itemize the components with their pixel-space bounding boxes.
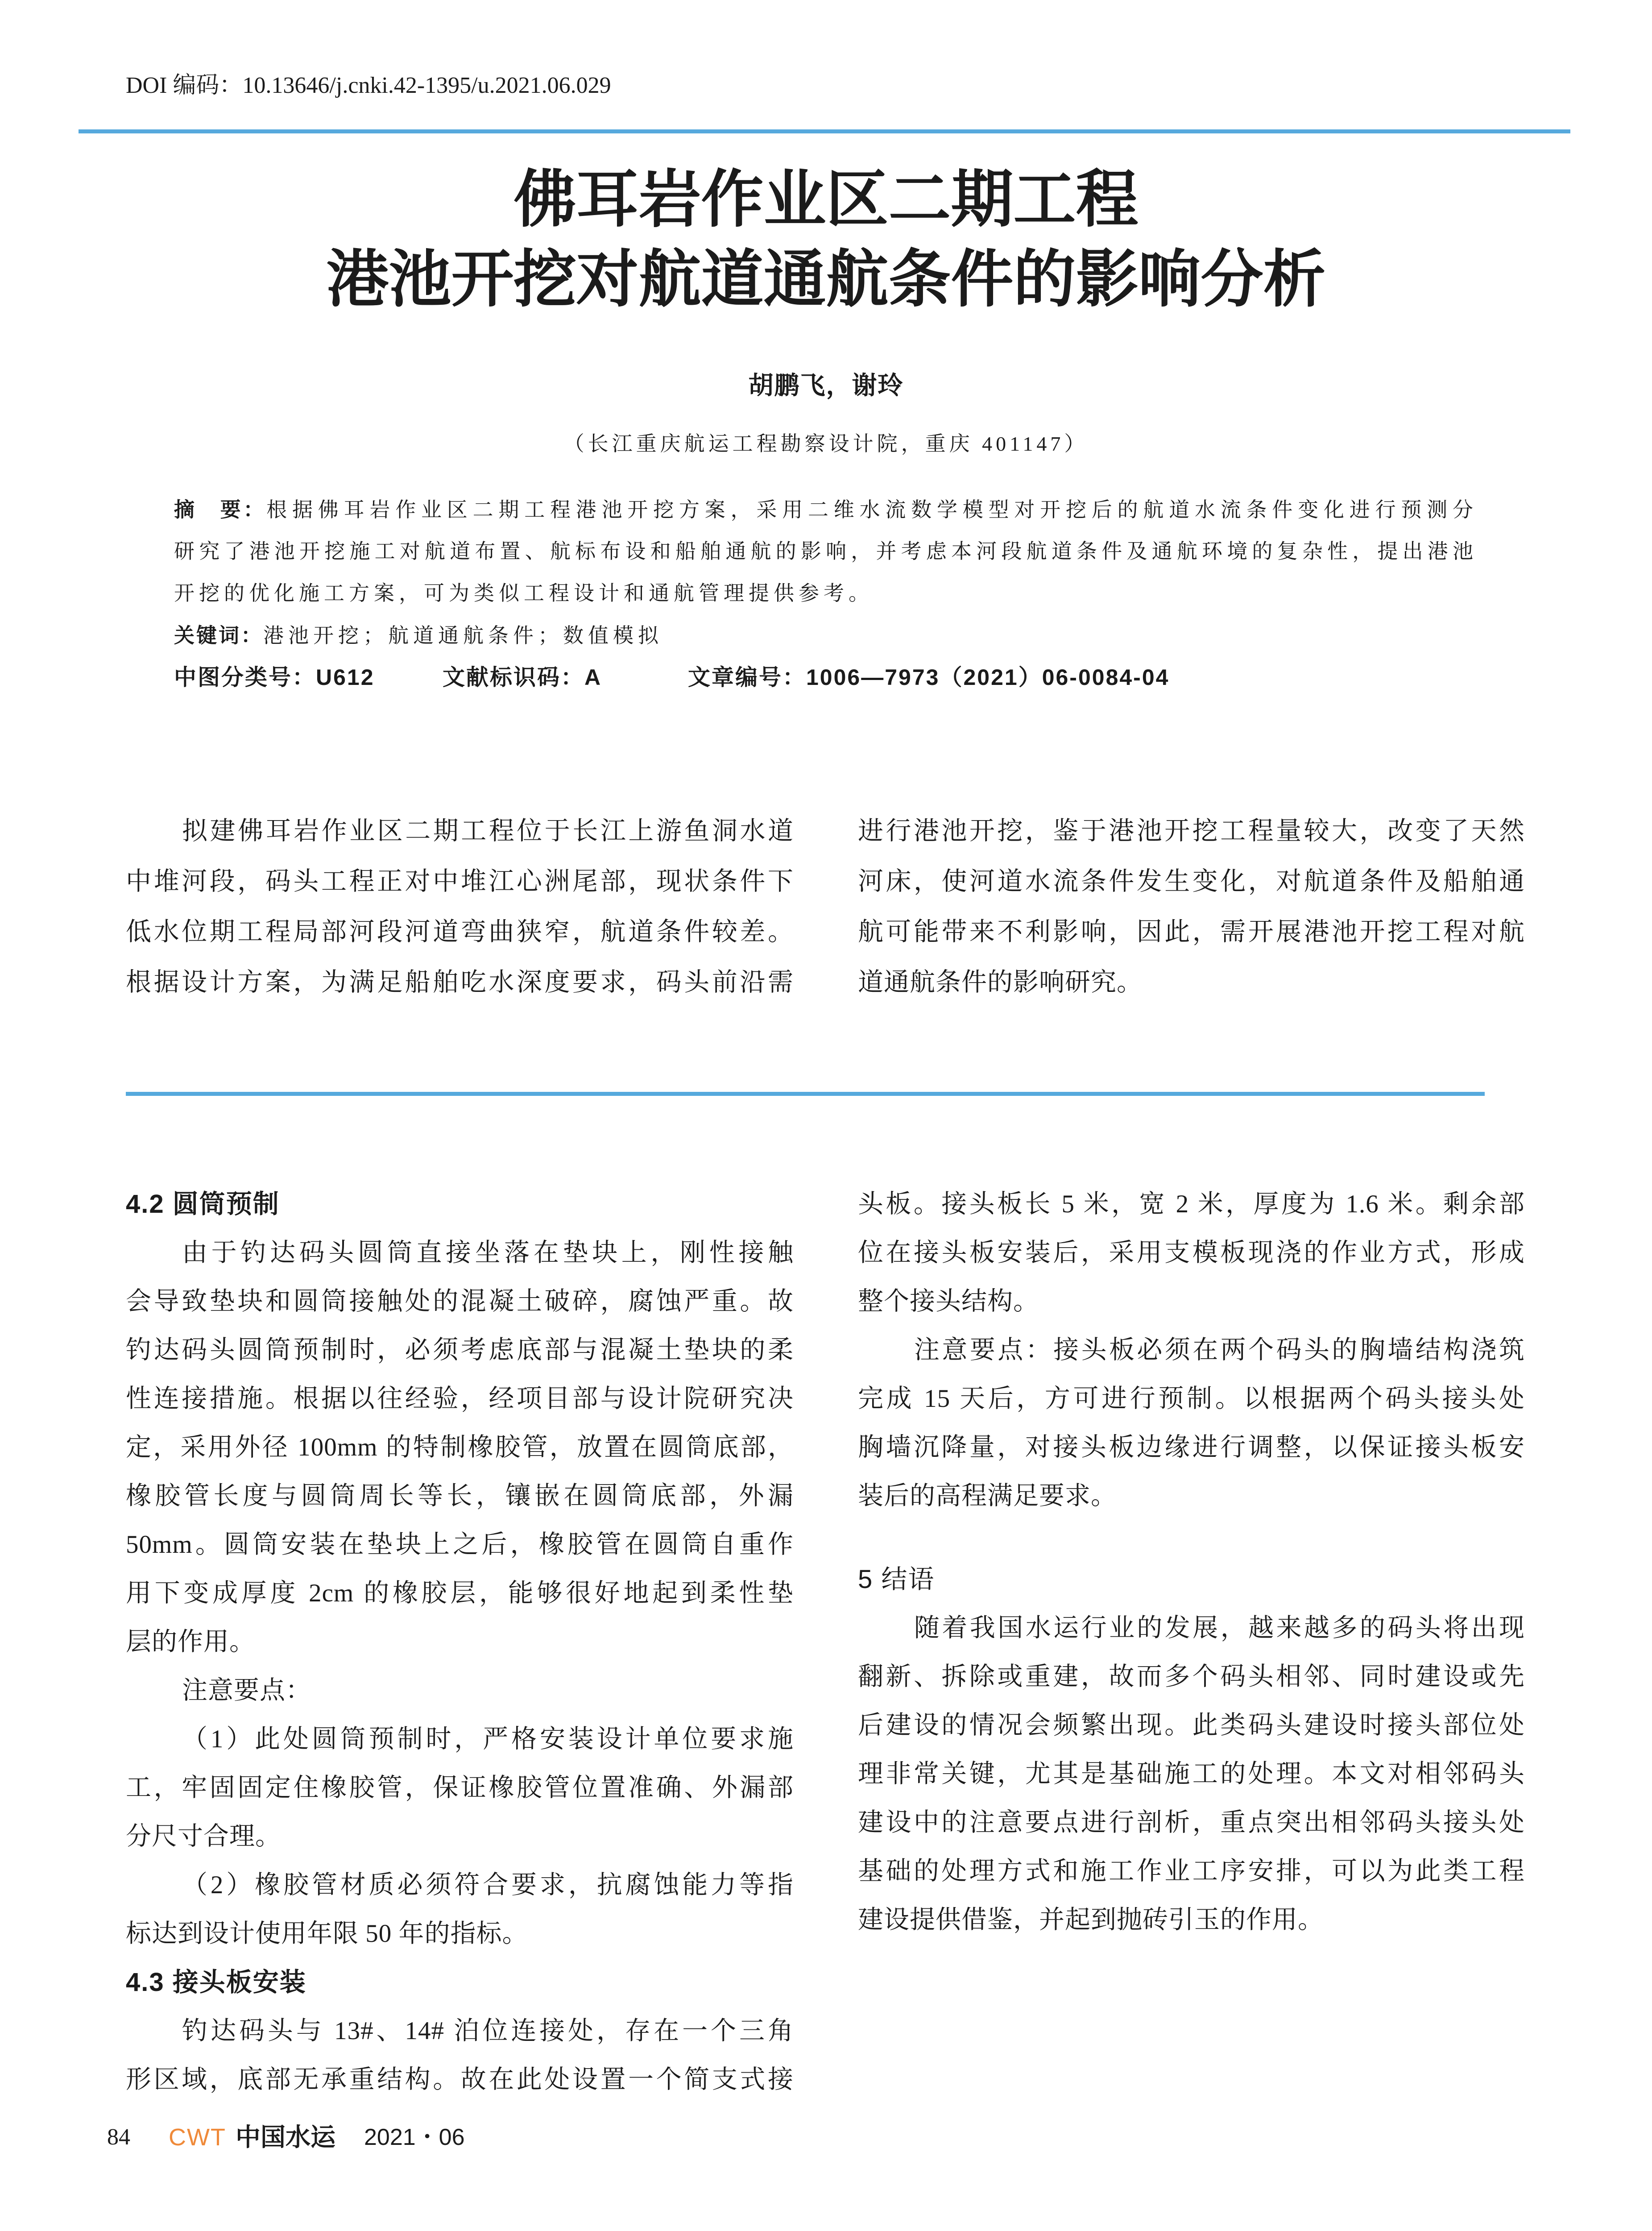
clc-number: 中图分类号：U612 — [174, 665, 375, 690]
section-divider-rule — [126, 1092, 1485, 1096]
text-line: 随着我国水运行业的发展，越来越多的码头将出现 — [914, 1614, 1525, 1642]
intro-column-right — [858, 806, 1525, 1008]
text-line: 会导致垫块和圆筒接触处的混凝土破碎，腐蚀严重。故 — [126, 1287, 794, 1315]
text-line: 整个接头结构。 — [858, 1287, 1039, 1315]
text-line: 后建设的情况会频繁出现。此类码头建设时接头部位处 — [858, 1711, 1525, 1739]
abstract-line — [174, 489, 1478, 531]
section-heading: 5 结语 — [858, 1565, 935, 1594]
text-line: 道通航条件的影响研究。 — [858, 968, 1143, 996]
keywords-label: 关键词： — [174, 624, 263, 647]
body-column-right-lower — [858, 1555, 1525, 1944]
text-line: 进行港池开挖，鉴于港池开挖工程量较大，改变了天然 — [858, 817, 1525, 845]
abstract-text: 根据佛耳岩作业区二期工程港池开挖方案，采用二维水流数学模型对开挖后的航道水流条件变化进行预测分 — [266, 498, 1478, 521]
abstract-label: 摘 要： — [174, 498, 267, 521]
keywords-line — [174, 614, 1478, 656]
journal-brand-mark: CWT — [169, 2124, 226, 2151]
abstract-block — [174, 489, 1478, 698]
intro-column-left — [126, 806, 794, 1008]
text-line: 建设中的注意要点进行剖析，重点突出相邻码头接头处 — [858, 1808, 1525, 1837]
page-number: 84 — [107, 2124, 130, 2150]
text-line: 航可能带来不利影响，因此，需开展港池开挖工程对航 — [858, 918, 1525, 946]
text-line: 翻新、拆除或重建，故而多个码头相邻、同时建设或先 — [858, 1663, 1525, 1691]
section-heading: 4.2 圆筒预制 — [126, 1190, 280, 1219]
text-line: （1）此处圆筒预制时，严格安装设计单位要求施 — [182, 1725, 794, 1753]
article-number: 文章编号：1006—7973（2021）06-0084-04 — [688, 665, 1170, 690]
text-line: 注意要点：接头板必须在两个码头的胸墙结构浇筑 — [914, 1336, 1525, 1364]
text-line: 头板。接头板长 5 米，宽 2 米，厚度为 1.6 米。剩余部 — [858, 1190, 1525, 1218]
text-line: 橡胶管长度与圆筒周长等长，镶嵌在圆筒底部，外漏 — [126, 1482, 794, 1510]
abstract-line: 开挖的优化施工方案，可为类似工程设计和通航管理提供参考。 — [174, 582, 874, 605]
title-line-2: 港池开挖对航道通航条件的影响分析 — [326, 243, 1326, 316]
header-rule — [79, 129, 1570, 133]
page-footer — [0, 2123, 1652, 2151]
text-line: 位在接头板安装后，采用支模板现浇的作业方式，形成 — [858, 1239, 1525, 1267]
text-line: 层的作用。 — [126, 1628, 255, 1656]
classification-line — [174, 656, 1478, 698]
text-line: 河床，使河道水流条件发生变化，对航道条件及船舶通 — [858, 867, 1525, 896]
text-line: 中堆河段，码头工程正对中堆江心洲尾部，现状条件下 — [126, 867, 794, 896]
text-line: 标达到设计使用年限 50 年的指标。 — [126, 1920, 528, 1948]
text-line: 建设提供借鉴，并起到抛砖引玉的作用。 — [858, 1906, 1324, 1934]
issue-label: 2021・06 — [364, 2124, 465, 2150]
text-line: 拟建佛耳岩作业区二期工程位于长江上游鱼洞水道 — [182, 817, 794, 845]
text-line: 50mm。圆筒安装在垫块上之后，橡胶管在圆筒自重作 — [126, 1530, 794, 1559]
title-line-1: 佛耳岩作业区二期工程 — [513, 163, 1139, 236]
text-line: 分尺寸合理。 — [126, 1822, 281, 1850]
text-line: 装后的高程满足要求。 — [858, 1482, 1117, 1510]
text-line: 定，采用外径 100mm 的特制橡胶管，放置在圆筒底部， — [126, 1433, 794, 1461]
body-column-left — [126, 1180, 794, 2104]
text-line: 胸墙沉降量，对接头板边缘进行调整，以保证接头板安 — [858, 1433, 1525, 1461]
doi-line: DOI 编码：10.13646/j.cnki.42-1395/u.2021.06.029 — [126, 73, 611, 98]
authors: 胡鹏飞，谢玲 — [748, 371, 904, 399]
keywords-text: 港池开挖；航道通航条件；数值模拟 — [263, 624, 663, 647]
text-line: 钓达码头与 13#、14# 泊位连接处，存在一个三角 — [182, 2017, 794, 2045]
text-line: 基础的处理方式和施工作业工序安排，可以为此类工程 — [858, 1857, 1525, 1885]
document-code: 文献标识码：A — [443, 665, 602, 690]
abstract-line: 研究了港池开挖施工对航道布置、航标布设和船舶通航的影响，并考虑本河段航道条件及通航环境的复杂性，提出港池 — [174, 540, 1478, 563]
text-line: 完成 15 天后，方可进行预制。以根据两个码头接头处 — [858, 1385, 1525, 1413]
body-column-right-upper — [858, 1180, 1525, 1520]
text-line: 理非常关键，尤其是基础施工的处理。本文对相邻码头 — [858, 1760, 1525, 1788]
text-line: 由于钓达码头圆筒直接坐落在垫块上，刚性接触 — [182, 1239, 794, 1267]
affiliation: （长江重庆航运工程勘察设计院，重庆 401147） — [563, 432, 1089, 455]
text-line: （2）橡胶管材质必须符合要求，抗腐蚀能力等指 — [182, 1871, 794, 1899]
section-heading: 4.3 接头板安装 — [126, 1968, 306, 1997]
text-line: 性连接措施。根据以往经验，经项目部与设计院研究决 — [126, 1385, 794, 1413]
text-line: 工，牢固固定住橡胶管，保证橡胶管位置准确、外漏部 — [126, 1774, 794, 1802]
journal-name: 中国水运 — [236, 2123, 335, 2152]
text-line: 形区域，底部无承重结构。故在此处设置一个简支式接 — [126, 2065, 794, 2094]
article-title — [0, 160, 1652, 319]
text-line: 钓达码头圆筒预制时，必须考虑底部与混凝土垫块的柔 — [126, 1336, 794, 1364]
text-line: 低水位期工程局部河段河道弯曲狭窄，航道条件较差。 — [126, 918, 794, 946]
text-line: 根据设计方案，为满足船舶吃水深度要求，码头前沿需 — [126, 968, 794, 996]
text-line: 用下变成厚度 2cm 的橡胶层，能够很好地起到柔性垫 — [126, 1579, 794, 1607]
text-line: 注意要点： — [182, 1676, 311, 1704]
